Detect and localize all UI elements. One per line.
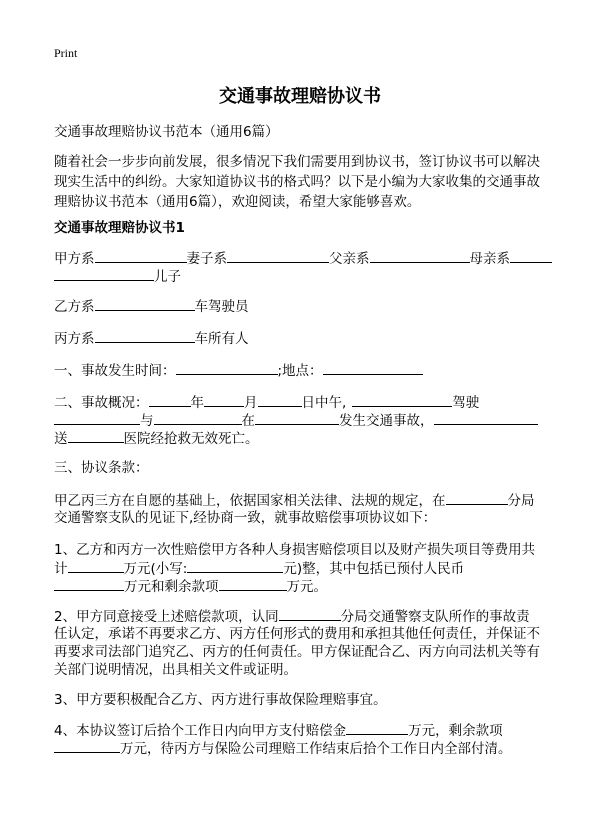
para-intro-branch: 分局	[507, 493, 535, 509]
item-1-line	[54, 360, 423, 381]
noon-label: 日中午,	[301, 395, 347, 411]
clause-2-text: 分局交通警察支队所作的事故责	[340, 609, 530, 625]
year-label: 年	[190, 395, 204, 411]
clause-2-line-3: 再要求司法部门追究乙、丙方的任何责任。甲方保证配合乙、丙方向司法机关等有	[54, 644, 540, 660]
party-a-son: 儿子	[154, 269, 181, 285]
blank-field[interactable]	[510, 248, 552, 263]
blank-field[interactable]	[219, 576, 287, 591]
blank-field[interactable]	[176, 360, 278, 375]
document-title: 交通事故理赔协议书	[219, 86, 381, 107]
blank-field[interactable]	[68, 558, 124, 573]
party-c-role: 车所有人	[194, 331, 249, 347]
blank-field[interactable]	[154, 410, 242, 425]
clause-1-text: 元)整，其中包括已预付人民币	[283, 561, 465, 577]
blank-field[interactable]	[227, 248, 329, 263]
clause-4-text: 万元，剩余款项	[408, 723, 503, 739]
item-3-label: 三、协议条款：	[54, 460, 149, 476]
item-2-line-3	[54, 428, 259, 449]
blank-field[interactable]	[204, 392, 244, 407]
hospital-label: 医院经抢救无效死亡。	[123, 431, 259, 447]
clause-1-text: 万元。	[286, 579, 327, 595]
party-a-line-2	[54, 266, 181, 287]
clause-4-line-2	[54, 738, 512, 759]
intro-line-2: 现实生活中的纠纷。大家知道协议书的格式吗？以下是小编为大家收集的交通事故	[54, 174, 540, 190]
party-b-role: 车驾驶员	[194, 299, 249, 315]
blank-field[interactable]	[370, 248, 470, 263]
clause-2-line-2: 任认定，承诺不再要求乙方、丙方任何形式的费用和承担其他任何责任，并保证不	[54, 626, 540, 642]
clause-1-line-1: 1、乙方和丙方一次性赔偿甲方各种人身损害赔偿项目以及财产损失项目等费用共	[54, 542, 536, 558]
clause-2-line-4: 关部门说明情况，出具相关文件或证明。	[54, 662, 297, 678]
blank-field[interactable]	[434, 410, 538, 425]
blank-field[interactable]	[258, 392, 302, 407]
blank-field[interactable]	[323, 360, 423, 375]
blank-field[interactable]	[255, 410, 339, 425]
section-title: 交通事故理赔协议书1	[54, 220, 185, 236]
blank-field[interactable]	[346, 720, 408, 735]
party-c-label: 丙方系	[54, 331, 95, 347]
clause-1-line-3	[54, 576, 327, 597]
clause-1-text: 万元(小写:	[123, 561, 188, 577]
blank-field[interactable]	[352, 392, 452, 407]
party-a-father: 父亲系	[329, 251, 370, 267]
party-b-line	[54, 296, 249, 317]
blank-field[interactable]	[95, 248, 187, 263]
party-a-mother: 母亲系	[469, 251, 510, 267]
blank-field[interactable]	[54, 266, 154, 281]
blank-field[interactable]	[187, 558, 283, 573]
para-intro-line-2: 交通警察支队的见证下,经协商一致，就事故赔偿事项协议如下：	[54, 510, 437, 526]
blank-field[interactable]	[149, 392, 191, 407]
drive-label: 驾驶	[452, 395, 480, 411]
clause-4-text: 万元，待丙方与保险公司理赔工作结束后拾个工作日内全部付清。	[120, 741, 512, 757]
clause-1-text: 计	[54, 561, 68, 577]
item-2-label: 二、事故概况：	[54, 395, 149, 411]
blank-field[interactable]	[54, 410, 140, 425]
party-b-label: 乙方系	[54, 299, 95, 315]
at-label: 在	[241, 413, 255, 429]
party-a-label: 甲方系	[54, 251, 95, 267]
blank-field[interactable]	[279, 606, 341, 621]
clause-4-text: 4、本协议签订后拾个工作日内向甲方支付赔偿金	[54, 723, 347, 739]
intro-line-3: 理赔协议书范本（通用6篇），欢迎阅读，希望大家能够喜欢。	[54, 194, 421, 210]
accident-label: 发生交通事故，	[339, 413, 434, 429]
item-1-place: ;地点：	[277, 363, 323, 379]
clause-2-text: 2、甲方同意接受上述赔偿款项，认同	[54, 609, 279, 625]
blank-field[interactable]	[68, 428, 124, 443]
party-c-line	[54, 328, 249, 349]
blank-field[interactable]	[95, 296, 195, 311]
print-label[interactable]: Print	[54, 46, 78, 60]
month-label: 月	[244, 395, 258, 411]
document-subtitle: 交通事故理赔协议书范本（通用6篇）	[54, 124, 279, 140]
intro-line-1: 随着社会一步步向前发展，很多情况下我们需要用到协议书，签订协议书可以解决	[54, 154, 540, 170]
with-label: 与	[140, 413, 154, 429]
blank-field[interactable]	[446, 490, 508, 505]
para-intro-text: 甲乙丙三方在自愿的基础上，依据国家相关法律、法规的规定，在	[54, 493, 446, 509]
blank-field[interactable]	[54, 738, 120, 753]
item-1-label: 一、事故发生时间：	[54, 363, 176, 379]
clause-1-text: 万元和剩余款项	[124, 579, 219, 595]
blank-field[interactable]	[95, 328, 195, 343]
send-label: 送	[54, 431, 68, 447]
clause-3: 3、甲方要积极配合乙方、丙方进行事故保险理赔事宜。	[54, 692, 387, 708]
blank-field[interactable]	[54, 576, 124, 591]
party-a-wife: 妻子系	[186, 251, 227, 267]
